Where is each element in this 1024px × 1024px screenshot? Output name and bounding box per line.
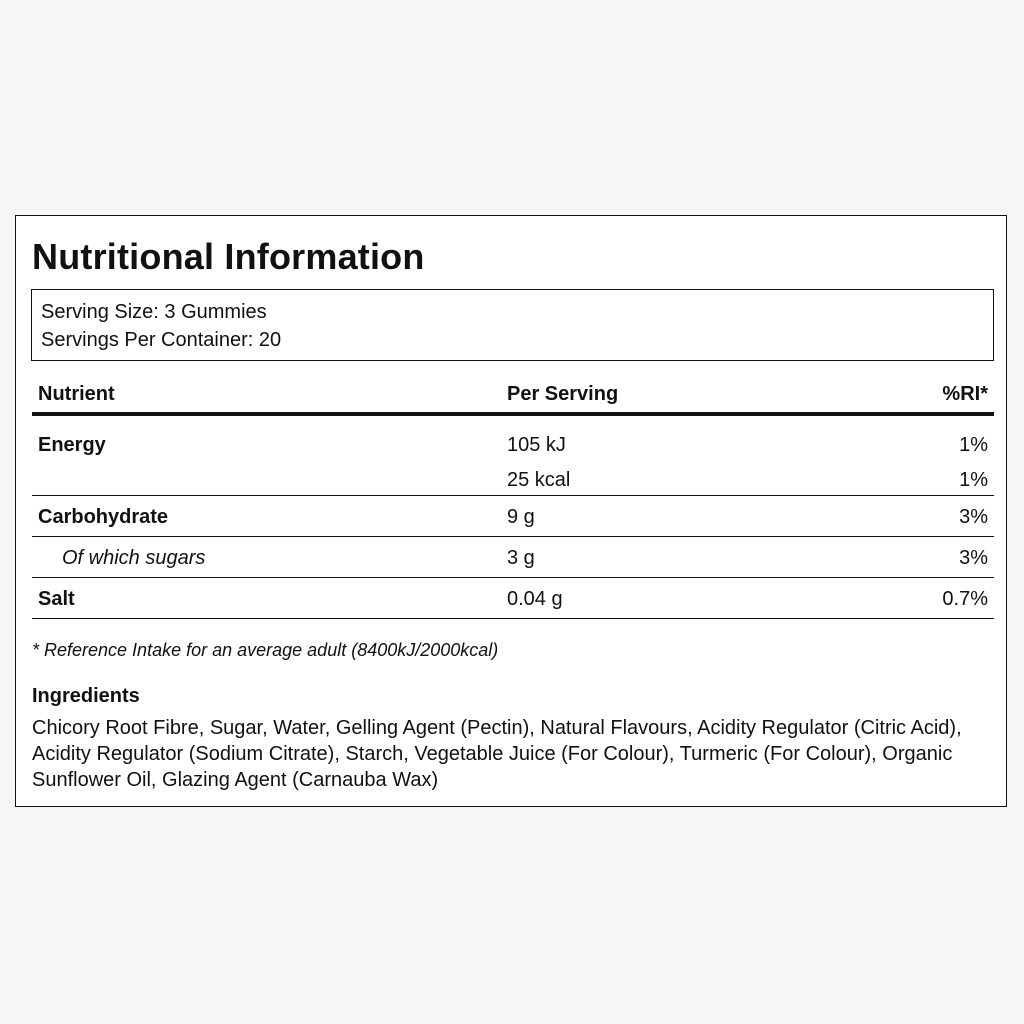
table-row-sugars bbox=[32, 537, 994, 578]
nutrient-name: Of which sugars bbox=[62, 547, 206, 569]
per-serving-value: 105 kJ bbox=[507, 434, 566, 456]
ri-value: 3% bbox=[959, 547, 988, 569]
ri-value: 3% bbox=[959, 506, 988, 528]
nutrition-label bbox=[15, 215, 1007, 807]
nutrient-name: Carbohydrate bbox=[38, 506, 169, 528]
serving-size: Serving Size: 3 Gummies bbox=[41, 301, 267, 323]
table-row-energy-kcal bbox=[32, 454, 994, 496]
table-row-carbohydrate bbox=[32, 496, 994, 537]
reference-intake-footnote: * Reference Intake for an average adult (8400kJ/2000kcal) bbox=[32, 640, 499, 660]
nutrition-table bbox=[32, 374, 994, 619]
ingredients-list: Chicory Root Fibre, Sugar, Water, Gelling Agent (Pectin), Natural Flavours, Acidity Regulator (Citric Acid), Acidity Regulator (Sodium Citrate), Starch, Vegetable Juice (For Colour), Turmeric (For Colour), Organic Sunflower Oil, Glazing Agent (Carnauba Wax) bbox=[32, 717, 962, 791]
table-row-energy-kj bbox=[32, 416, 994, 454]
header-nutrient: Nutrient bbox=[38, 383, 115, 405]
servings-per-container: Servings Per Container: 20 bbox=[41, 329, 282, 351]
table-row-salt bbox=[32, 578, 994, 619]
label-title: Nutritional Information bbox=[32, 236, 425, 277]
per-serving-value: 9 g bbox=[507, 506, 535, 528]
ingredients-heading: Ingredients bbox=[32, 685, 140, 707]
nutrient-name: Energy bbox=[38, 434, 106, 456]
per-serving-value: 0.04 g bbox=[507, 588, 563, 610]
per-serving-value: 3 g bbox=[507, 547, 535, 569]
table-header-row bbox=[32, 374, 994, 416]
serving-info-box bbox=[31, 289, 994, 361]
header-per-serving: Per Serving bbox=[507, 383, 619, 405]
nutrient-name: Salt bbox=[38, 588, 75, 610]
per-serving-value: 25 kcal bbox=[507, 469, 571, 491]
header-ri: %RI* bbox=[942, 383, 988, 405]
ri-value: 1% bbox=[959, 434, 988, 456]
ri-value: 1% bbox=[959, 469, 988, 491]
ri-value: 0.7% bbox=[942, 588, 988, 610]
